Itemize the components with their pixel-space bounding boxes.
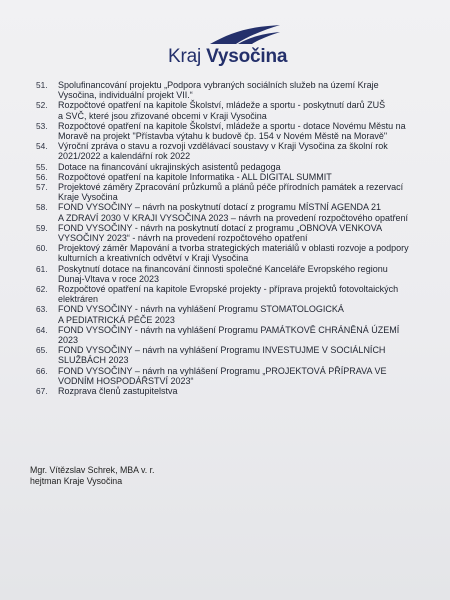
logo-word-kraj: Kraj [168, 46, 201, 67]
agenda-item-number: 54. [36, 141, 48, 152]
agenda-item-number: 59. [36, 222, 48, 233]
signatory-title: hejtman Kraje Vysočina [30, 476, 123, 486]
agenda-item-text: Poskytnutí dotace na financování činnosti společné Kanceláře Evropského regionu Dunaj-Vltava v roce 2023 [58, 263, 388, 284]
agenda-item-number: 61. [36, 263, 48, 274]
logo [168, 24, 298, 68]
agenda-item-text: Dotace na financování ukrajinských asistentů pedagoga [58, 161, 281, 172]
agenda-item [36, 264, 446, 284]
agenda-item-number: 56. [36, 171, 48, 182]
swoosh-icon [208, 24, 282, 46]
signature-block [30, 465, 155, 487]
agenda-item-text: Projektový záměr Mapování a tvorba strategických materiálů v oblasti rozvoje a podpory kulturních a kreativních odvětví v Kraji Vysočina [58, 243, 409, 264]
agenda-item [36, 243, 446, 263]
agenda-item-text: Rozprava členů zastupitelstva [58, 386, 178, 397]
signatory-name: Mgr. Vítězslav Schrek, MBA v. r. [30, 465, 155, 475]
agenda-item [36, 182, 446, 202]
agenda-item [36, 121, 446, 141]
agenda-item-text: Projektové záměry Zpracování průzkumů a plánů péče přírodních památek a rezervací Kraje Vysočina [58, 182, 404, 203]
agenda-item-text: Rozpočtové opatření na kapitole Školství, mládeže a sportu - poskytnutí darů ZUŠ a SVČ, které jsou zřizované obcemi v Kraji Vysočina [58, 100, 386, 121]
agenda-item-number: 53. [36, 120, 48, 131]
agenda-item-number: 60. [36, 243, 48, 254]
agenda-item-text: FOND VYSOČINY - návrh na vyhlášení Programu PAMÁTKOVĚ CHRÁNĚNÁ ÚZEMÍ 2023 [58, 324, 400, 346]
agenda-item-number: 57. [36, 182, 48, 193]
agenda-item [36, 202, 446, 222]
agenda-item-text: FOND VYSOČINY – návrh na poskytnutí dotací z programu MÍSTNÍ AGENDA 21 A ZDRAVÍ 2030 V KRAJI VYSOČINA 2023 – návrh na provedení rozpočtového opatření [58, 202, 409, 223]
agenda-item [36, 172, 446, 182]
logo-word-vysocina: Vysočina [206, 46, 288, 67]
agenda-item-number: 58. [36, 202, 48, 213]
agenda-item [36, 141, 446, 161]
agenda-item-text: Spolufinancování projektu „Podpora vybraných sociálních služeb na území Kraje Vysočina, individuální projekt VII.“ [58, 80, 379, 101]
agenda-item [36, 223, 446, 243]
agenda-item [36, 386, 446, 396]
logo-text [168, 46, 287, 68]
agenda-item [36, 345, 446, 365]
agenda-item-number: 64. [36, 324, 48, 335]
agenda-item [36, 100, 446, 120]
agenda-list [36, 80, 446, 396]
agenda-item-number: 62. [36, 284, 48, 295]
agenda-item-number: 66. [36, 365, 48, 376]
agenda-item [36, 162, 446, 172]
agenda-item-text: Rozpočtové opatření na kapitole Informatika - ALL DIGITAL SUMMIT [58, 171, 332, 182]
agenda-item [36, 284, 446, 304]
agenda-item [36, 325, 446, 345]
agenda-item-text: FOND VYSOČINY - návrh na vyhlášení Programu STOMATOLOGICKÁ A PEDIATRICKÁ PÉČE 2023 [58, 304, 344, 325]
agenda-item-text: FOND VYSOČINY – návrh na vyhlášení Programu „PROJEKTOVÁ PŘÍPRAVA VE VODNÍM HOSPODÁŘSTVÍ 2023“ [58, 365, 387, 386]
agenda-item [36, 366, 446, 386]
agenda-item-number: 51. [36, 80, 48, 90]
agenda-item-text: Rozpočtové opatření na kapitole Evropské projekty - příprava projektů fotovoltaických elektráren [58, 284, 399, 305]
agenda-item [36, 304, 446, 324]
agenda-item-number: 67. [36, 386, 48, 397]
agenda-item-number: 65. [36, 345, 48, 356]
agenda-item-text: FOND VYSOČINY – návrh na vyhlášení Programu INVESTUJME V SOCIÁLNÍCH SLUŽBÁCH 2023 [58, 345, 386, 366]
agenda-item-number: 55. [36, 161, 48, 172]
agenda-item [36, 80, 446, 100]
agenda-item-text: Výroční zpráva o stavu a rozvoji vzdělávací soustavy v Kraji Vysočina za školní rok 2021/2022 a kalendářní rok 2022 [58, 141, 388, 162]
agenda-item-text: FOND VYSOČINY - návrh na poskytnutí dotací z programu „OBNOVA VENKOVA VYSOČINY 2023“ - návrh na provedení rozpočtového opatření [58, 222, 383, 244]
agenda-item-number: 63. [36, 304, 48, 315]
agenda-item-number: 52. [36, 100, 48, 111]
agenda-item-text: Rozpočtové opatření na kapitole Školství, mládeže a sportu - dotace Novému Městu na Moravě na projekt "Přístavba výtahu k budově čp. 154 v Novém Městě na Moravě" [58, 120, 406, 142]
